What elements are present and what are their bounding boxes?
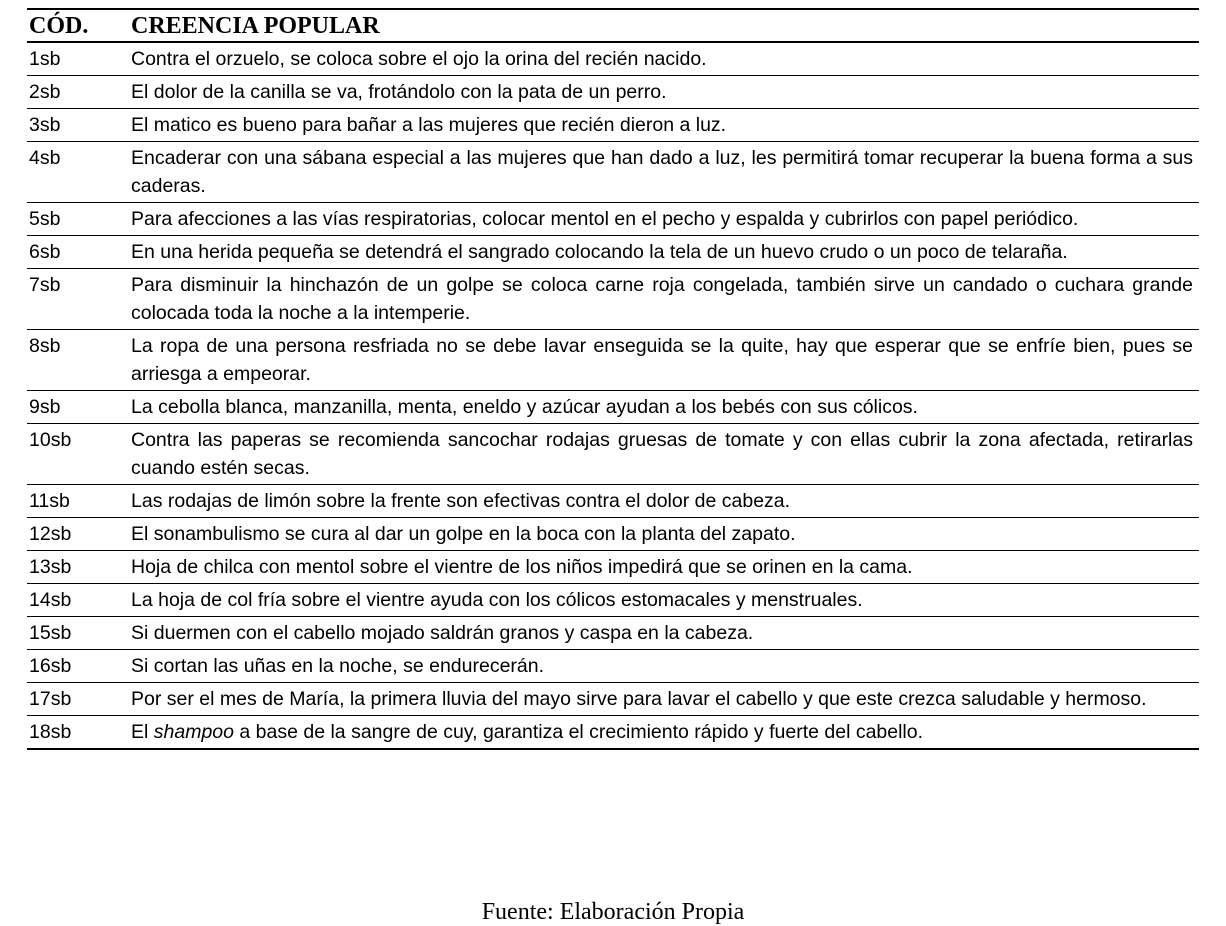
row-code: 16sb [27, 650, 129, 683]
table-row [27, 269, 1199, 330]
table-header-row [27, 9, 1199, 42]
row-code: 12sb [27, 518, 129, 551]
table-row [27, 617, 1199, 650]
row-belief: Contra el orzuelo, se coloca sobre el ojo la orina del recién nacido. [129, 42, 1199, 76]
row-belief: Para afecciones a las vías respiratorias, colocar mentol en el pecho y espalda y cubrirlos con papel periódico. [129, 203, 1199, 236]
row-belief-italic-term: shampoo [153, 721, 234, 743]
row-code: 18sb [27, 716, 129, 750]
row-belief: El matico es bueno para bañar a las mujeres que recién dieron a luz. [129, 109, 1199, 142]
table-row [27, 42, 1199, 76]
row-belief: Hoja de chilca con mentol sobre el vientre de los niños impedirá que se orinen en la cama. [129, 551, 1199, 584]
header-belief: CREENCIA POPULAR [129, 9, 1199, 42]
row-code: 9sb [27, 391, 129, 424]
row-belief: La ropa de una persona resfriada no se debe lavar enseguida se la quite, hay que esperar que se enfríe bien, pues se arriesga a empeorar. [129, 330, 1199, 391]
row-code: 1sb [27, 42, 129, 76]
row-code: 4sb [27, 142, 129, 203]
row-belief: Las rodajas de limón sobre la frente son efectivas contra el dolor de cabeza. [129, 485, 1199, 518]
row-belief-text-after: a base de la sangre de cuy, garantiza el crecimiento rápido y fuerte del cabello. [233, 721, 924, 743]
row-belief: La cebolla blanca, manzanilla, menta, eneldo y azúcar ayudan a los bebés con sus cólicos. [129, 391, 1199, 424]
table-row [27, 76, 1199, 109]
table-row [27, 584, 1199, 617]
table-source-caption: Fuente: Elaboración Propia [481, 899, 745, 925]
document-body [27, 8, 1199, 750]
table-row [27, 683, 1199, 716]
row-belief: El sonambulismo se cura al dar un golpe en la boca con la planta del zapato. [129, 518, 1199, 551]
row-belief: El dolor de la canilla se va, frotándolo con la pata de un perro. [129, 76, 1199, 109]
table-row [27, 485, 1199, 518]
row-code: 17sb [27, 683, 129, 716]
row-code: 13sb [27, 551, 129, 584]
row-code: 8sb [27, 330, 129, 391]
table-row [27, 518, 1199, 551]
popular-beliefs-table [27, 8, 1199, 750]
table-row [27, 650, 1199, 683]
row-code: 14sb [27, 584, 129, 617]
row-code: 11sb [27, 485, 129, 518]
table-row [27, 424, 1199, 485]
row-belief: La hoja de col fría sobre el vientre ayuda con los cólicos estomacales y menstruales. [129, 584, 1199, 617]
row-code: 2sb [27, 76, 129, 109]
row-code: 6sb [27, 236, 129, 269]
row-belief: Si duermen con el cabello mojado saldrán granos y caspa en la cabeza. [129, 617, 1199, 650]
row-belief: Encaderar con una sábana especial a las mujeres que han dado a luz, les permitirá tomar recuperar la buena forma a sus caderas. [129, 142, 1199, 203]
row-code: 3sb [27, 109, 129, 142]
row-belief: En una herida pequeña se detendrá el sangrado colocando la tela de un huevo crudo o un poco de telaraña. [129, 236, 1199, 269]
row-code: 15sb [27, 617, 129, 650]
table-row [27, 236, 1199, 269]
header-code: CÓD. [27, 9, 129, 42]
table-row [27, 716, 1199, 750]
table-row [27, 142, 1199, 203]
table-row [27, 203, 1199, 236]
row-belief-text-before: El [131, 721, 154, 743]
row-belief: Para disminuir la hinchazón de un golpe se coloca carne roja congelada, también sirve un candado o cuchara grande colocada toda la noche a la intemperie. [129, 269, 1199, 330]
row-belief: Si cortan las uñas en la noche, se endurecerán. [129, 650, 1199, 683]
table-row [27, 391, 1199, 424]
row-code: 5sb [27, 203, 129, 236]
row-belief [129, 716, 1199, 750]
table-row [27, 330, 1199, 391]
row-belief: Por ser el mes de María, la primera lluvia del mayo sirve para lavar el cabello y que este crezca saludable y hermoso. [129, 683, 1199, 716]
table-row [27, 109, 1199, 142]
row-code: 10sb [27, 424, 129, 485]
row-belief: Contra las paperas se recomienda sancochar rodajas gruesas de tomate y con ellas cubrir la zona afectada, retirarlas cuando estén secas. [129, 424, 1199, 485]
table-row [27, 551, 1199, 584]
row-code: 7sb [27, 269, 129, 330]
